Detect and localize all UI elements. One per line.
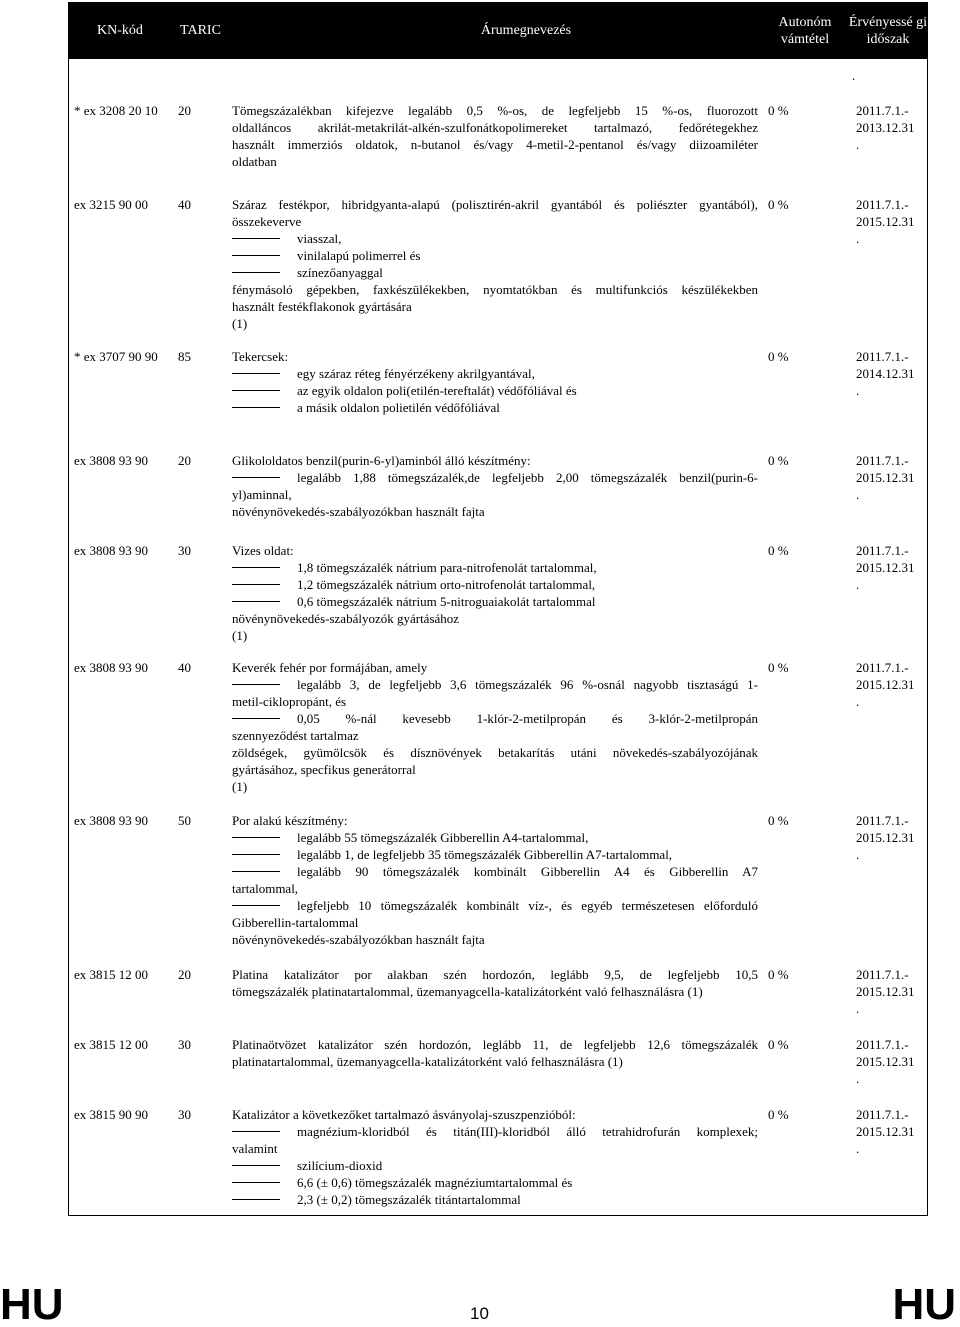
description-text: 2,3 (± 0,2) tömegszázalék titántartalommal	[297, 1192, 521, 1207]
description-line: növénynövekedés-szabályozók gyártásához	[232, 611, 460, 626]
taric-cell: 50	[178, 813, 191, 828]
rate-cell: 0 %	[768, 453, 789, 468]
validity-cell	[856, 452, 926, 503]
footer-language-right: HU	[892, 1280, 956, 1327]
validity-line: .	[856, 847, 860, 862]
description-line: Keverék fehér por formájában, amely	[232, 660, 428, 675]
kn-code-cell: ex 3815 12 00	[74, 1037, 149, 1052]
validity-line: 2011.7.1.-	[856, 813, 909, 828]
kn-code-cell: ex 3815 90 90	[74, 1107, 149, 1122]
validity-cell	[856, 542, 926, 593]
validity-line: .	[856, 1071, 860, 1086]
description-line: gyártásához, specfikus generátorral	[232, 762, 416, 777]
description-line	[232, 469, 758, 486]
rate-cell: 0 %	[768, 1107, 789, 1122]
header-dot: .	[852, 68, 856, 83]
validity-line: 2015.12.31	[856, 830, 915, 845]
description-text: a másik oldalon polietilén védőfóliával	[297, 400, 500, 415]
description-text: legfeljebb 10 tömegszázalék kombinált víz-, és egyéb természetesen előforduló	[297, 898, 758, 913]
description-line: Glikololdatos benzil(purin-6-yl)aminból álló készítmény:	[232, 453, 531, 468]
rate-cell: 0 %	[768, 813, 789, 828]
description-line	[232, 399, 758, 416]
description-line: szennyeződést tartalmaz	[232, 728, 359, 743]
description-line: zöldségek, gyümölcsök és dísznövények betakarítás utáni növekedés-szabályozójának	[232, 745, 758, 760]
taric-cell: 30	[178, 543, 191, 558]
rate-cell: 0 %	[768, 197, 789, 212]
description-line	[232, 365, 758, 382]
description-line: használt immerziós oldatok, n-butanol és/vagy 4-metil-2-pentanol és/vagy diizoamiléter	[232, 137, 758, 152]
description-line: oldalláncos akrilát-metakrilát-alkén-szulfonátkopolimereket tartalmazó, fedőrétegekhez	[232, 120, 758, 135]
description-text: 1,2 tömegszázalék nátrium orto-nitrofenolát tartalommal,	[297, 577, 596, 592]
header-rate: Autonóm vámtétel	[778, 14, 832, 47]
kn-code-cell: * ex 3208 20 10	[74, 103, 158, 118]
footer-page-number: 10	[470, 1304, 489, 1323]
validity-line: .	[856, 383, 860, 398]
validity-line: .	[856, 1001, 860, 1016]
description-cell	[232, 1106, 758, 1208]
description-line	[232, 382, 758, 399]
rate-cell: 0 %	[768, 349, 789, 364]
description-line: (1)	[232, 779, 248, 794]
description-text: legalább 1,88 tömegszázalék,de legfeljebb 2,00 tömegszázalék benzil(purin-6-	[297, 470, 758, 485]
description-line: Platinaötvözet katalizátor szén hordozón, leglább 11, de legfeljebb 12,6 tömegszázalék	[232, 1037, 758, 1052]
validity-line: .	[856, 694, 860, 709]
taric-cell: 20	[178, 967, 191, 982]
validity-line: 2015.12.31	[856, 1054, 915, 1069]
rate-cell: 0 %	[768, 103, 789, 118]
validity-cell	[856, 812, 926, 863]
description-line	[232, 1191, 758, 1208]
rate-cell: 0 %	[768, 660, 789, 675]
validity-line: 2014.12.31	[856, 366, 915, 381]
description-text: színezőanyaggal	[297, 265, 383, 280]
description-line: növénynövekedés-szabályozókban használt fajta	[232, 932, 485, 947]
description-line: fénymásoló gépekben, faxkészülékekben, nyomtatókban és multifunkciós készülékekben	[232, 282, 758, 297]
validity-line: 2015.12.31	[856, 984, 915, 999]
taric-cell: 20	[178, 103, 191, 118]
description-line: (1)	[232, 628, 248, 643]
description-text: az egyik oldalon poli(etilén-tereftalát) védőfóliával és	[297, 383, 577, 398]
description-text: vinilalapú polimerrel és	[297, 248, 421, 263]
description-line	[232, 230, 758, 247]
description-line	[232, 1174, 758, 1191]
description-text: magnézium-kloridból és titán(III)-kloridból álló tetrahidrofurán komplexek;	[297, 1124, 758, 1139]
kn-code-cell: * ex 3707 90 90	[74, 349, 158, 364]
description-line	[232, 676, 758, 693]
description-text: szilícium-dioxid	[297, 1158, 383, 1173]
validity-line: 2015.12.31	[856, 470, 915, 485]
validity-line: 2015.12.31	[856, 1124, 915, 1139]
header-taric: TARIC	[180, 23, 221, 38]
rate-cell: 0 %	[768, 967, 789, 982]
description-line: Száraz festékpor, hibridgyanta-alapú (polisztirén-akril gyantából és poliészter gyantából),	[232, 197, 758, 212]
description-cell	[232, 1036, 758, 1070]
header-validity: Érvényessé gi időszak	[848, 14, 928, 47]
description-line: Tömegszázalékban kifejezve legalább 0,5 %-os, de legfeljebb 15 %-os, fluorozott	[232, 103, 758, 118]
validity-line: 2015.12.31	[856, 214, 915, 229]
description-line: tömegszázalék platinatartalommal, üzemanyagcella-katalizátorként való felhasználásra (1)	[232, 984, 703, 999]
description-cell	[232, 812, 758, 948]
description-line: (1)	[232, 316, 248, 331]
header-kn-code: KN-kód	[97, 23, 143, 38]
header-description: Árumegnevezés	[480, 23, 572, 38]
description-text: 0,6 tömegszázalék nátrium 5-nitroguaiakolát tartalommal	[297, 594, 596, 609]
taric-cell: 30	[178, 1037, 191, 1052]
description-cell	[232, 542, 758, 644]
kn-code-cell: ex 3215 90 00	[74, 197, 149, 212]
rate-cell: 0 %	[768, 1037, 789, 1052]
taric-cell: 40	[178, 660, 191, 675]
description-cell	[232, 659, 758, 795]
kn-code-cell: ex 3808 93 90	[74, 543, 149, 558]
description-cell	[232, 196, 758, 332]
description-line: metil-ciklopropánt, és	[232, 694, 347, 709]
validity-cell	[856, 348, 926, 399]
kn-code-cell: ex 3808 93 90	[74, 660, 149, 675]
validity-line: 2011.7.1.-	[856, 967, 909, 982]
description-cell	[232, 966, 758, 1000]
description-text: 0,05 %-nál kevesebb 1-klór-2-metilpropán és 3-klór-2-metilpropán	[297, 711, 758, 726]
description-line: valamint	[232, 1141, 278, 1156]
footer-language-left: HU	[0, 1280, 64, 1327]
description-cell	[232, 102, 758, 170]
description-line	[232, 593, 758, 610]
validity-line: 2011.7.1.-	[856, 453, 909, 468]
description-line: Vizes oldat:	[232, 543, 294, 558]
taric-cell: 20	[178, 453, 191, 468]
validity-cell	[856, 966, 926, 1017]
description-line: yl)aminnal,	[232, 487, 292, 502]
description-text: egy száraz réteg fényérzékeny akrilgyantával,	[297, 366, 535, 381]
description-line	[232, 576, 758, 593]
validity-line: 2011.7.1.-	[856, 349, 909, 364]
description-line	[232, 1157, 758, 1174]
kn-code-cell: ex 3815 12 00	[74, 967, 149, 982]
description-line	[232, 897, 758, 914]
description-line	[232, 710, 758, 727]
validity-line: 2013.12.31	[856, 120, 915, 135]
description-line: oldatban	[232, 154, 277, 169]
description-text: legalább 1, de legfeljebb 35 tömegszázalék Gibberellin A7-tartalommal,	[297, 847, 673, 862]
description-line: Por alakú készítmény:	[232, 813, 348, 828]
description-text: legalább 90 tömegszázalék kombinált Gibberellin A4 és Gibberellin A7	[297, 864, 758, 879]
description-text: legalább 55 tömegszázalék Gibberellin A4-tartalommal,	[297, 830, 589, 845]
description-line	[232, 559, 758, 576]
description-line	[232, 247, 758, 264]
description-text: 1,8 tömegszázalék nátrium para-nitrofenolát tartalommal,	[297, 560, 597, 575]
kn-code-cell: ex 3808 93 90	[74, 453, 149, 468]
validity-line: .	[856, 577, 860, 592]
validity-line: 2011.7.1.-	[856, 103, 909, 118]
description-cell	[232, 452, 758, 520]
description-line	[232, 829, 758, 846]
description-line: összekeverve	[232, 214, 302, 229]
validity-line: 2011.7.1.-	[856, 1107, 909, 1122]
validity-line: 2011.7.1.-	[856, 543, 909, 558]
description-line	[232, 863, 758, 880]
description-line: platinatartalommal, üzemanyagcella-katalizátorként való felhasználásra (1)	[232, 1054, 623, 1069]
validity-line: .	[856, 137, 860, 152]
description-text: 6,6 (± 0,6) tömegszázalék magnéziumtartalommal és	[297, 1175, 573, 1190]
description-cell	[232, 348, 758, 416]
description-text: viasszal,	[297, 231, 342, 246]
validity-cell	[856, 1036, 926, 1087]
description-line	[232, 846, 758, 863]
description-line	[232, 1123, 758, 1140]
validity-line: 2011.7.1.-	[856, 660, 909, 675]
taric-cell: 40	[178, 197, 191, 212]
validity-line: 2015.12.31	[856, 560, 915, 575]
kn-code-cell: ex 3808 93 90	[74, 813, 149, 828]
validity-line: 2011.7.1.-	[856, 1037, 909, 1052]
description-line: Katalizátor a következőket tartalmazó ásványolaj-szuszpenzióból:	[232, 1107, 576, 1122]
description-line: növénynövekedés-szabályozókban használt fajta	[232, 504, 485, 519]
taric-cell: 30	[178, 1107, 191, 1122]
table-header	[68, 2, 928, 59]
validity-cell	[856, 196, 926, 247]
description-line	[232, 264, 758, 281]
description-text: legalább 3, de legfeljebb 3,6 tömegszázalék 96 %-osnál nagyobb tisztaságú 1-	[297, 677, 758, 692]
description-line: Tekercsek:	[232, 349, 289, 364]
description-line: használt festékflakonok gyártására	[232, 299, 412, 314]
description-line: tartalommal,	[232, 881, 299, 896]
validity-line: .	[856, 1141, 860, 1156]
taric-cell: 85	[178, 349, 191, 364]
validity-cell	[856, 102, 926, 153]
validity-line: 2011.7.1.-	[856, 197, 909, 212]
description-line: Platina katalizátor por alakban szén hordozón, leglább 9,5, de legfeljebb 10,5	[232, 967, 758, 982]
validity-line: 2015.12.31	[856, 677, 915, 692]
validity-cell	[856, 1106, 926, 1157]
description-line: Gibberellin-tartalommal	[232, 915, 359, 930]
validity-cell	[856, 659, 926, 710]
validity-line: .	[856, 231, 860, 246]
rate-cell: 0 %	[768, 543, 789, 558]
validity-line: .	[856, 487, 860, 502]
